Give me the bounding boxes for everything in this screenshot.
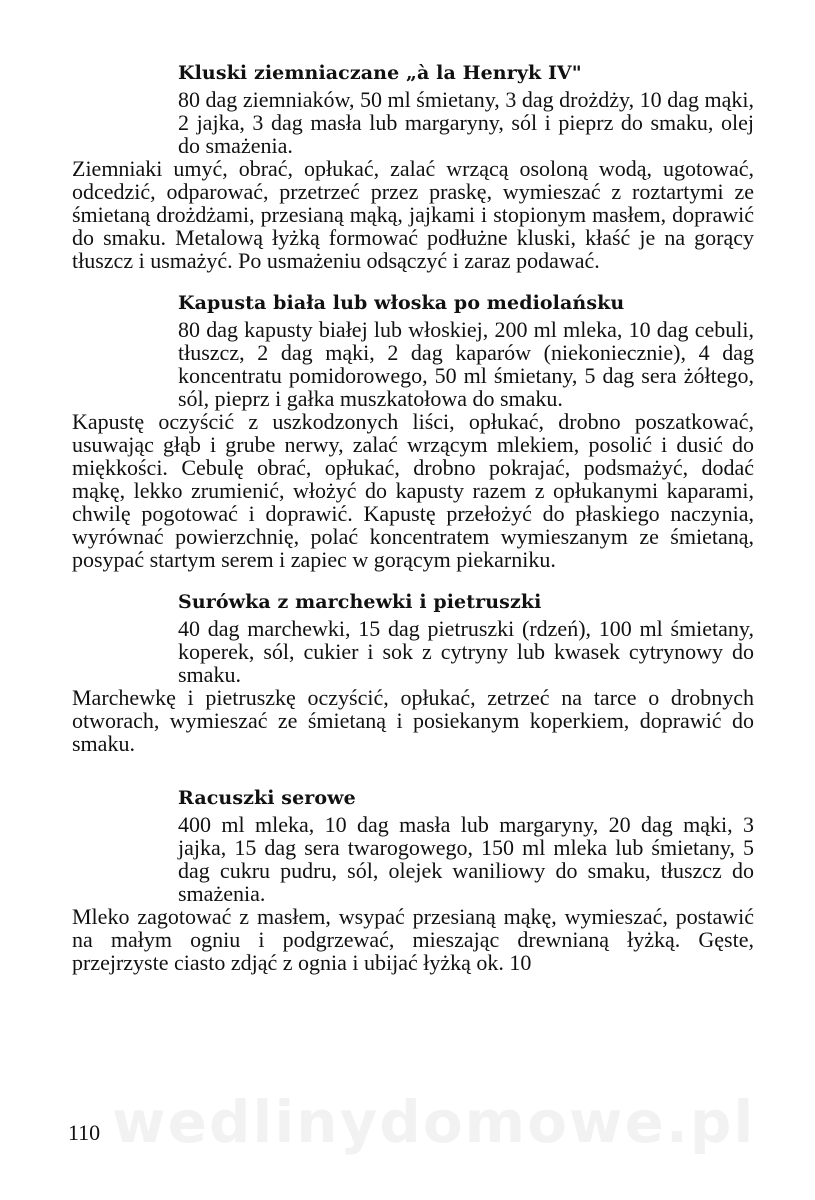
recipe-ingredients: 400 ml mleka, 10 dag masła lub margaryny, 20 dag mąki, 3 jajka, 15 dag sera twarogowego, 150 ml mleka lub śmietany, 5 dag cukru pudru, sól, olejek waniliowy do smaku, tłuszcz do smażenia. xyxy=(178,812,754,906)
recipe-racuszki xyxy=(72,785,754,974)
recipe-kapusta xyxy=(72,290,754,571)
recipe-ingredients: 80 dag kapusty białej lub włoskiej, 200 ml mleka, 10 dag cebuli, tłuszcz, 2 dag mąki, 2 dag kaparów (niekoniecznie), 4 dag koncentratu pomidorowego, 50 ml śmietany, 5 dag sera żółtego, sól, pieprz i gałka muszkatołowa do smaku. xyxy=(178,317,754,411)
recipe-ingredients: 40 dag marchewki, 15 dag pietruszki (rdzeń), 100 ml śmietany, koperek, sól, cukier i sok z cytryny lub kwasek cytrynowy do smaku. xyxy=(178,616,754,687)
recipe-title: Kluski ziemniaczane „à la Henryk IV" xyxy=(178,62,582,84)
recipe-method: Kapustę oczyścić z uszkodzonych liści, opłukać, drobno poszatkować, usuwając głąb i grube nerwy, zalać wrzącym mlekiem, posolić i dusić do miękkości. Cebulę obrać, opłukać, drobno pokrajać, podsmażyć, dodać mąkę, lekko zrumienić, włożyć do kapusty razem z opłukanymi kaparami, chwilę pogotować i doprawić. Kapustę przełożyć do płaskiego naczynia, wyrównać powierzchnię, polać koncentratem wymieszanym ze śmietaną, posypać startym serem i zapiec w gorącym piekarniku. xyxy=(72,409,754,572)
recipe-kluski xyxy=(72,60,754,272)
recipe-title: Kapusta biała lub włoska po mediolańsku xyxy=(178,292,625,314)
recipe-title: Racuszki serowe xyxy=(178,787,356,809)
recipe-method: Marchewkę i pietruszkę oczyścić, opłukać, zetrzeć na tarce o drobnych otworach, wymieszać ze śmietaną i posiekanym koperkiem, doprawić do smaku. xyxy=(72,685,754,756)
recipe-method: Mleko zagotować z masłem, wsypać przesianą mąkę, wymieszać, postawić na małym ogniu i podgrzewać, mieszając drewnianą łyżką. Gęste, przejrzyste ciasto zdjąć z ognia i ubijać łyżką ok. 10 xyxy=(72,904,754,975)
watermark: wedlinydomowe.pl xyxy=(112,1088,756,1156)
recipe-method: Ziemniaki umyć, obrać, opłukać, zalać wrzącą osoloną wodą, ugotować, odcedzić, odparować, przetrzeć przez praskę, wymieszać z roztartymi ze śmietaną drożdżami, przesianą mąką, jajkami i stopionym masłem, doprawić do smaku. Metalową łyżką formować podłużne kluski, kłaść je na gorący tłuszcz i usmażyć. Po usmażeniu odsączyć i zaraz podawać. xyxy=(72,156,754,273)
recipe-title: Surówka z marchewki i pietruszki xyxy=(178,591,542,613)
page-number: 110 xyxy=(68,1120,101,1145)
recipe-ingredients: 80 dag ziemniaków, 50 ml śmietany, 3 dag drożdży, 10 dag mąki, 2 jajka, 3 dag masła lub margaryny, sól i pieprz do smaku, olej do smażenia. xyxy=(178,87,754,158)
page-content xyxy=(72,60,754,974)
recipe-surowka xyxy=(72,589,754,755)
